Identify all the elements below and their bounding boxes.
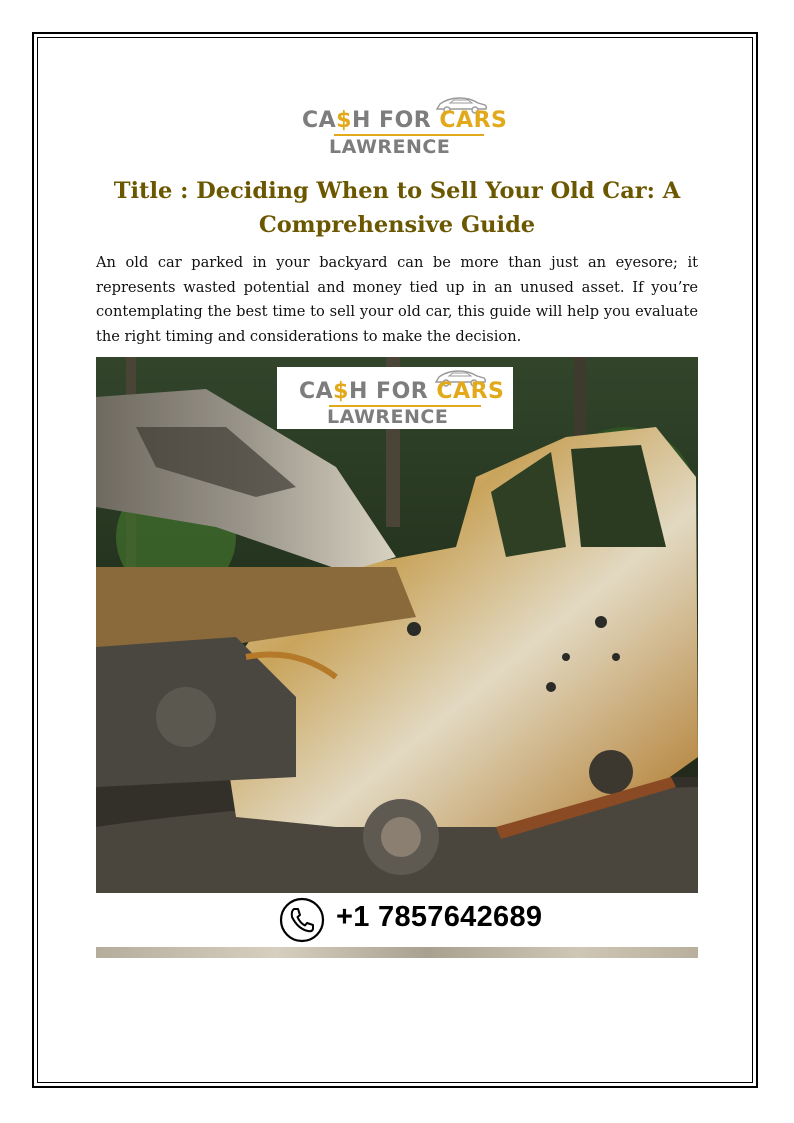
photo-logo-text-ca: CA xyxy=(299,379,334,404)
logo-line-1 xyxy=(302,108,507,133)
photo-logo-text-cars: CARS xyxy=(436,379,505,404)
burnt-car-scene xyxy=(96,357,698,893)
photo-ground-strip xyxy=(96,947,698,958)
photo-logo-dollar: $ xyxy=(333,379,349,404)
logo-text-cars: CARS xyxy=(439,108,508,133)
document-title: Title : Deciding When to Sell Your Old Car: A Comprehensive Guide xyxy=(113,178,681,238)
logo-text-ca: CA xyxy=(302,108,337,133)
brand-logo xyxy=(296,96,508,162)
intro-paragraph: An old car parked in your backyard can be more than just an eyesore; it represents wasted potential and money tied up in an unused asset. If you’re contemplating the best time to sell your old car, this guide will help you evaluate the right timing and considerations to make the decision. xyxy=(96,254,698,345)
logo-line-2: LAWRENCE xyxy=(329,136,451,158)
photo-logo-text-hfor: H FOR xyxy=(348,379,437,404)
phone-number[interactable]: +1 7857642689 xyxy=(336,901,543,933)
photo-logo-line-1 xyxy=(299,379,504,404)
phone-banner xyxy=(96,893,698,947)
photo-brand-logo xyxy=(277,367,513,429)
phone-icon xyxy=(279,897,325,943)
burnt-car-photo xyxy=(96,357,698,893)
logo-dollar: $ xyxy=(336,108,352,133)
photo-logo-line-2: LAWRENCE xyxy=(327,406,449,428)
logo-text-hfor: H FOR xyxy=(351,108,440,133)
